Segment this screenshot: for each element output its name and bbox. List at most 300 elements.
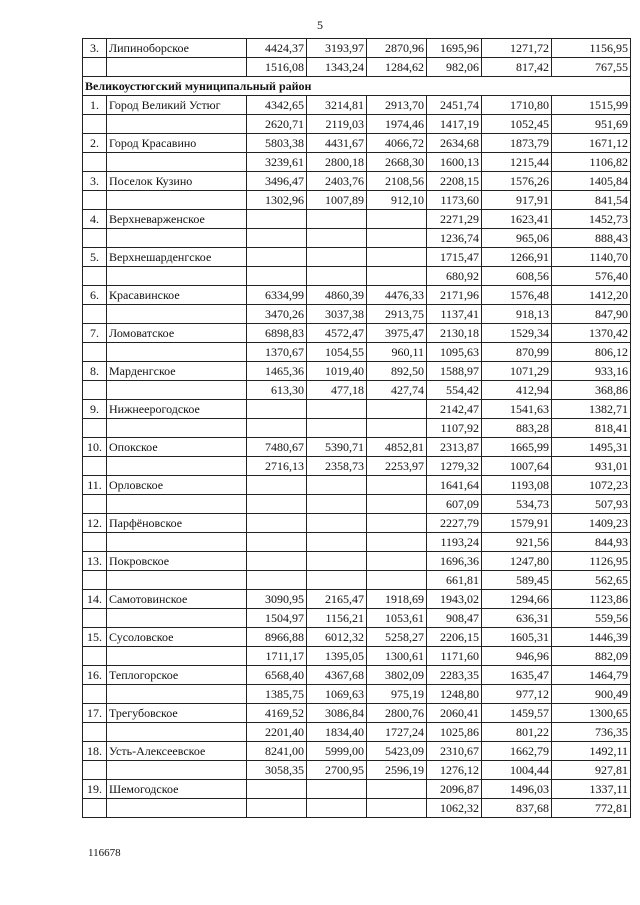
value-cell: 1405,84: [552, 172, 631, 191]
value-cell: 1695,96: [427, 39, 482, 58]
row-number: [83, 419, 107, 438]
row-number: 3.: [83, 172, 107, 191]
row-number: [83, 533, 107, 552]
table-row: [83, 134, 631, 153]
value-cell: 1156,21: [307, 609, 367, 628]
value-cell: 1193,08: [482, 476, 552, 495]
table-row: [83, 362, 631, 381]
table-row: [83, 761, 631, 780]
value-cell: [307, 552, 367, 571]
value-cell: 1516,08: [247, 58, 307, 77]
value-cell: 4367,68: [307, 666, 367, 685]
table-row: [83, 153, 631, 172]
value-cell: 3496,47: [247, 172, 307, 191]
value-cell: 3037,38: [307, 305, 367, 324]
value-cell: 2800,18: [307, 153, 367, 172]
table-row: [83, 628, 631, 647]
row-number: [83, 115, 107, 134]
value-cell: 1641,64: [427, 476, 482, 495]
value-cell: 2870,96: [367, 39, 427, 58]
value-cell: 1173,60: [427, 191, 482, 210]
value-cell: 1974,46: [367, 115, 427, 134]
settlement-name: [107, 419, 247, 438]
value-cell: 3193,97: [307, 39, 367, 58]
value-cell: 680,92: [427, 267, 482, 286]
value-cell: 2700,95: [307, 761, 367, 780]
value-cell: 1541,63: [482, 400, 552, 419]
value-cell: 1623,41: [482, 210, 552, 229]
settlement-name: Покровское: [107, 552, 247, 571]
table-row: [83, 210, 631, 229]
table-row: [83, 229, 631, 248]
value-cell: 507,93: [552, 495, 631, 514]
value-cell: 837,68: [482, 799, 552, 818]
settlement-name: [107, 571, 247, 590]
value-cell: 1504,97: [247, 609, 307, 628]
value-cell: 1171,60: [427, 647, 482, 666]
value-cell: 4431,67: [307, 134, 367, 153]
value-cell: 736,35: [552, 723, 631, 742]
settlement-name: Парфёновское: [107, 514, 247, 533]
settlement-name: Опокское: [107, 438, 247, 457]
value-cell: 4424,37: [247, 39, 307, 58]
value-cell: 1007,64: [482, 457, 552, 476]
value-cell: [367, 267, 427, 286]
value-cell: [367, 419, 427, 438]
value-cell: 554,42: [427, 381, 482, 400]
value-cell: 975,19: [367, 685, 427, 704]
settlement-name: [107, 723, 247, 742]
value-cell: 767,55: [552, 58, 631, 77]
value-cell: 2620,71: [247, 115, 307, 134]
settlement-name: [107, 685, 247, 704]
row-number: 2.: [83, 134, 107, 153]
value-cell: 1711,17: [247, 647, 307, 666]
value-cell: 3058,35: [247, 761, 307, 780]
value-cell: 1834,40: [307, 723, 367, 742]
value-cell: 1126,95: [552, 552, 631, 571]
value-cell: 1193,24: [427, 533, 482, 552]
value-cell: 918,13: [482, 305, 552, 324]
value-cell: 1496,03: [482, 780, 552, 799]
value-cell: [247, 799, 307, 818]
value-cell: 977,12: [482, 685, 552, 704]
value-cell: 3086,84: [307, 704, 367, 723]
settlement-name: [107, 647, 247, 666]
settlement-name: Город Красавино: [107, 134, 247, 153]
row-number: [83, 343, 107, 362]
value-cell: 1412,20: [552, 286, 631, 305]
value-cell: 1236,74: [427, 229, 482, 248]
table-row: [83, 552, 631, 571]
value-cell: [307, 495, 367, 514]
row-number: 5.: [83, 248, 107, 267]
value-cell: 636,31: [482, 609, 552, 628]
value-cell: 1053,61: [367, 609, 427, 628]
table-row: [83, 419, 631, 438]
value-cell: 427,74: [367, 381, 427, 400]
section-row: [83, 77, 631, 96]
value-cell: 4852,81: [367, 438, 427, 457]
value-cell: 1579,91: [482, 514, 552, 533]
row-number: 18.: [83, 742, 107, 761]
row-number: [83, 305, 107, 324]
row-number: 16.: [83, 666, 107, 685]
table-row: [83, 438, 631, 457]
value-cell: 951,69: [552, 115, 631, 134]
table-row: [83, 780, 631, 799]
settlement-name: Теплогорское: [107, 666, 247, 685]
table-row: [83, 723, 631, 742]
value-cell: 892,50: [367, 362, 427, 381]
value-cell: 1106,82: [552, 153, 631, 172]
value-cell: 589,45: [482, 571, 552, 590]
value-cell: [307, 799, 367, 818]
value-cell: 2634,68: [427, 134, 482, 153]
value-cell: 1576,48: [482, 286, 552, 305]
value-cell: 1123,86: [552, 590, 631, 609]
value-cell: 2358,73: [307, 457, 367, 476]
settlement-name: Орловское: [107, 476, 247, 495]
value-cell: 1284,62: [367, 58, 427, 77]
row-number: [83, 571, 107, 590]
table-row: [83, 305, 631, 324]
row-number: [83, 723, 107, 742]
settlement-name: Трегубовское: [107, 704, 247, 723]
value-cell: 5423,09: [367, 742, 427, 761]
table-row: [83, 533, 631, 552]
settlement-name: Марденгское: [107, 362, 247, 381]
value-cell: 908,47: [427, 609, 482, 628]
settlement-name: [107, 115, 247, 134]
value-cell: 6568,40: [247, 666, 307, 685]
value-cell: 5803,38: [247, 134, 307, 153]
value-cell: [247, 514, 307, 533]
value-cell: 661,81: [427, 571, 482, 590]
table-row: [83, 172, 631, 191]
value-cell: [307, 571, 367, 590]
value-cell: [367, 552, 427, 571]
value-cell: 4066,72: [367, 134, 427, 153]
row-number: [83, 609, 107, 628]
value-cell: 2913,75: [367, 305, 427, 324]
value-cell: 817,42: [482, 58, 552, 77]
value-cell: 3975,47: [367, 324, 427, 343]
value-cell: 2119,03: [307, 115, 367, 134]
settlement-name: [107, 343, 247, 362]
value-cell: 2208,15: [427, 172, 482, 191]
value-cell: 946,96: [482, 647, 552, 666]
value-cell: 1600,13: [427, 153, 482, 172]
settlement-name: [107, 609, 247, 628]
table-row: [83, 191, 631, 210]
value-cell: 1294,66: [482, 590, 552, 609]
value-cell: 1495,31: [552, 438, 631, 457]
value-cell: 1300,61: [367, 647, 427, 666]
value-cell: 1019,40: [307, 362, 367, 381]
value-cell: 534,73: [482, 495, 552, 514]
value-cell: [247, 571, 307, 590]
value-cell: 1052,45: [482, 115, 552, 134]
value-cell: 1300,65: [552, 704, 631, 723]
row-number: 12.: [83, 514, 107, 533]
settlement-name: Верхнешарденгское: [107, 248, 247, 267]
value-cell: 1071,29: [482, 362, 552, 381]
value-cell: 1459,57: [482, 704, 552, 723]
row-number: [83, 267, 107, 286]
settlement-name: [107, 761, 247, 780]
value-cell: 3802,09: [367, 666, 427, 685]
value-cell: 960,11: [367, 343, 427, 362]
table-row: [83, 704, 631, 723]
value-cell: 1395,05: [307, 647, 367, 666]
value-cell: 2206,15: [427, 628, 482, 647]
row-number: [83, 647, 107, 666]
value-cell: [247, 229, 307, 248]
table-row: [83, 96, 631, 115]
value-cell: 7480,67: [247, 438, 307, 457]
value-cell: 5390,71: [307, 438, 367, 457]
value-cell: 1665,99: [482, 438, 552, 457]
value-cell: [307, 419, 367, 438]
value-cell: 1409,23: [552, 514, 631, 533]
row-number: [83, 799, 107, 818]
row-number: [83, 685, 107, 704]
value-cell: [367, 514, 427, 533]
page-number: 5: [317, 18, 323, 32]
value-cell: 1025,86: [427, 723, 482, 742]
row-number: 9.: [83, 400, 107, 419]
value-cell: 1576,26: [482, 172, 552, 191]
value-cell: 2130,18: [427, 324, 482, 343]
value-cell: 1276,12: [427, 761, 482, 780]
row-number: [83, 495, 107, 514]
value-cell: 2096,87: [427, 780, 482, 799]
value-cell: [367, 210, 427, 229]
value-cell: 1370,42: [552, 324, 631, 343]
value-cell: 4169,52: [247, 704, 307, 723]
value-cell: [367, 780, 427, 799]
value-cell: 1710,80: [482, 96, 552, 115]
table-row: [83, 400, 631, 419]
table-row: [83, 495, 631, 514]
value-cell: 1302,96: [247, 191, 307, 210]
value-cell: 3090,95: [247, 590, 307, 609]
value-cell: [307, 514, 367, 533]
value-cell: 1492,11: [552, 742, 631, 761]
value-cell: 2227,79: [427, 514, 482, 533]
value-cell: 2253,97: [367, 457, 427, 476]
settlement-name: Липиноборское: [107, 39, 247, 58]
value-cell: 931,01: [552, 457, 631, 476]
value-cell: 882,09: [552, 647, 631, 666]
value-cell: 2171,96: [427, 286, 482, 305]
value-cell: 8241,00: [247, 742, 307, 761]
value-cell: 2451,74: [427, 96, 482, 115]
value-cell: 1156,95: [552, 39, 631, 58]
value-cell: [247, 533, 307, 552]
table-row: [83, 571, 631, 590]
value-cell: 6334,99: [247, 286, 307, 305]
value-cell: 2108,56: [367, 172, 427, 191]
row-number: 4.: [83, 210, 107, 229]
row-number: [83, 381, 107, 400]
settlement-name: [107, 58, 247, 77]
settlement-name: Усть-Алексеевское: [107, 742, 247, 761]
value-cell: 6898,83: [247, 324, 307, 343]
settlement-name: Нижнеерогодское: [107, 400, 247, 419]
row-number: [83, 58, 107, 77]
value-cell: 1464,79: [552, 666, 631, 685]
value-cell: [307, 780, 367, 799]
value-cell: [307, 248, 367, 267]
value-cell: 912,10: [367, 191, 427, 210]
value-cell: 1140,70: [552, 248, 631, 267]
value-cell: 888,43: [552, 229, 631, 248]
value-cell: 1943,02: [427, 590, 482, 609]
settlement-name: [107, 267, 247, 286]
table-row: [83, 58, 631, 77]
value-cell: 1605,31: [482, 628, 552, 647]
value-cell: 1337,11: [552, 780, 631, 799]
value-cell: [247, 248, 307, 267]
value-cell: 927,81: [552, 761, 631, 780]
value-cell: 2668,30: [367, 153, 427, 172]
value-cell: 5999,00: [307, 742, 367, 761]
row-number: 3.: [83, 39, 107, 58]
row-number: 17.: [83, 704, 107, 723]
value-cell: 806,12: [552, 343, 631, 362]
value-cell: 1529,34: [482, 324, 552, 343]
value-cell: 841,54: [552, 191, 631, 210]
value-cell: 3214,81: [307, 96, 367, 115]
value-cell: 8966,88: [247, 628, 307, 647]
value-cell: 1465,36: [247, 362, 307, 381]
value-cell: 772,81: [552, 799, 631, 818]
value-cell: 4572,47: [307, 324, 367, 343]
value-cell: 1727,24: [367, 723, 427, 742]
value-cell: [247, 476, 307, 495]
value-cell: 576,40: [552, 267, 631, 286]
settlement-name: Верхневарженское: [107, 210, 247, 229]
value-cell: 4860,39: [307, 286, 367, 305]
settlement-name: Самотовинское: [107, 590, 247, 609]
value-cell: 1215,44: [482, 153, 552, 172]
row-number: 11.: [83, 476, 107, 495]
table-row: [83, 590, 631, 609]
value-cell: 921,56: [482, 533, 552, 552]
settlement-name: [107, 457, 247, 476]
table-row: [83, 457, 631, 476]
value-cell: 607,09: [427, 495, 482, 514]
value-cell: 1446,39: [552, 628, 631, 647]
value-cell: [247, 400, 307, 419]
table-row: [83, 343, 631, 362]
value-cell: 883,28: [482, 419, 552, 438]
value-cell: [367, 495, 427, 514]
value-cell: 1062,32: [427, 799, 482, 818]
value-cell: [307, 229, 367, 248]
value-cell: [367, 400, 427, 419]
value-cell: 1069,63: [307, 685, 367, 704]
table-row: [83, 39, 631, 58]
value-cell: 1382,71: [552, 400, 631, 419]
value-cell: 965,06: [482, 229, 552, 248]
table-row: [83, 742, 631, 761]
value-cell: 2596,19: [367, 761, 427, 780]
value-cell: 613,30: [247, 381, 307, 400]
value-cell: 1515,99: [552, 96, 631, 115]
value-cell: [307, 210, 367, 229]
value-cell: 2310,67: [427, 742, 482, 761]
value-cell: 900,49: [552, 685, 631, 704]
row-number: 19.: [83, 780, 107, 799]
table-body: [83, 39, 631, 818]
table-row: [83, 685, 631, 704]
row-number: [83, 229, 107, 248]
value-cell: [247, 210, 307, 229]
row-number: 8.: [83, 362, 107, 381]
row-number: 15.: [83, 628, 107, 647]
footer-code: 116678: [88, 847, 121, 859]
value-cell: 917,91: [482, 191, 552, 210]
value-cell: 2913,70: [367, 96, 427, 115]
value-cell: 1279,32: [427, 457, 482, 476]
value-cell: 559,56: [552, 609, 631, 628]
row-number: 6.: [83, 286, 107, 305]
value-cell: 1343,24: [307, 58, 367, 77]
value-cell: 608,56: [482, 267, 552, 286]
row-number: 10.: [83, 438, 107, 457]
value-cell: [247, 267, 307, 286]
value-cell: 1247,80: [482, 552, 552, 571]
value-cell: 2313,87: [427, 438, 482, 457]
value-cell: 1588,97: [427, 362, 482, 381]
value-cell: [367, 248, 427, 267]
value-cell: 1662,79: [482, 742, 552, 761]
settlement-name: [107, 229, 247, 248]
value-cell: [247, 419, 307, 438]
row-number: 13.: [83, 552, 107, 571]
value-cell: [307, 400, 367, 419]
value-cell: 982,06: [427, 58, 482, 77]
table-row: [83, 514, 631, 533]
value-cell: 1271,72: [482, 39, 552, 58]
value-cell: 1370,67: [247, 343, 307, 362]
value-cell: [367, 476, 427, 495]
settlement-name: [107, 191, 247, 210]
value-cell: [247, 780, 307, 799]
value-cell: 1095,63: [427, 343, 482, 362]
value-cell: 847,90: [552, 305, 631, 324]
table-row: [83, 647, 631, 666]
value-cell: 1918,69: [367, 590, 427, 609]
value-cell: [367, 229, 427, 248]
value-cell: 933,16: [552, 362, 631, 381]
settlement-name: [107, 153, 247, 172]
value-cell: 4476,33: [367, 286, 427, 305]
value-cell: 562,65: [552, 571, 631, 590]
value-cell: 1266,91: [482, 248, 552, 267]
value-cell: 1635,47: [482, 666, 552, 685]
row-number: 14.: [83, 590, 107, 609]
value-cell: 6012,32: [307, 628, 367, 647]
value-cell: [367, 533, 427, 552]
table-row: [83, 476, 631, 495]
value-cell: 5258,27: [367, 628, 427, 647]
table-row: [83, 609, 631, 628]
row-number: [83, 761, 107, 780]
